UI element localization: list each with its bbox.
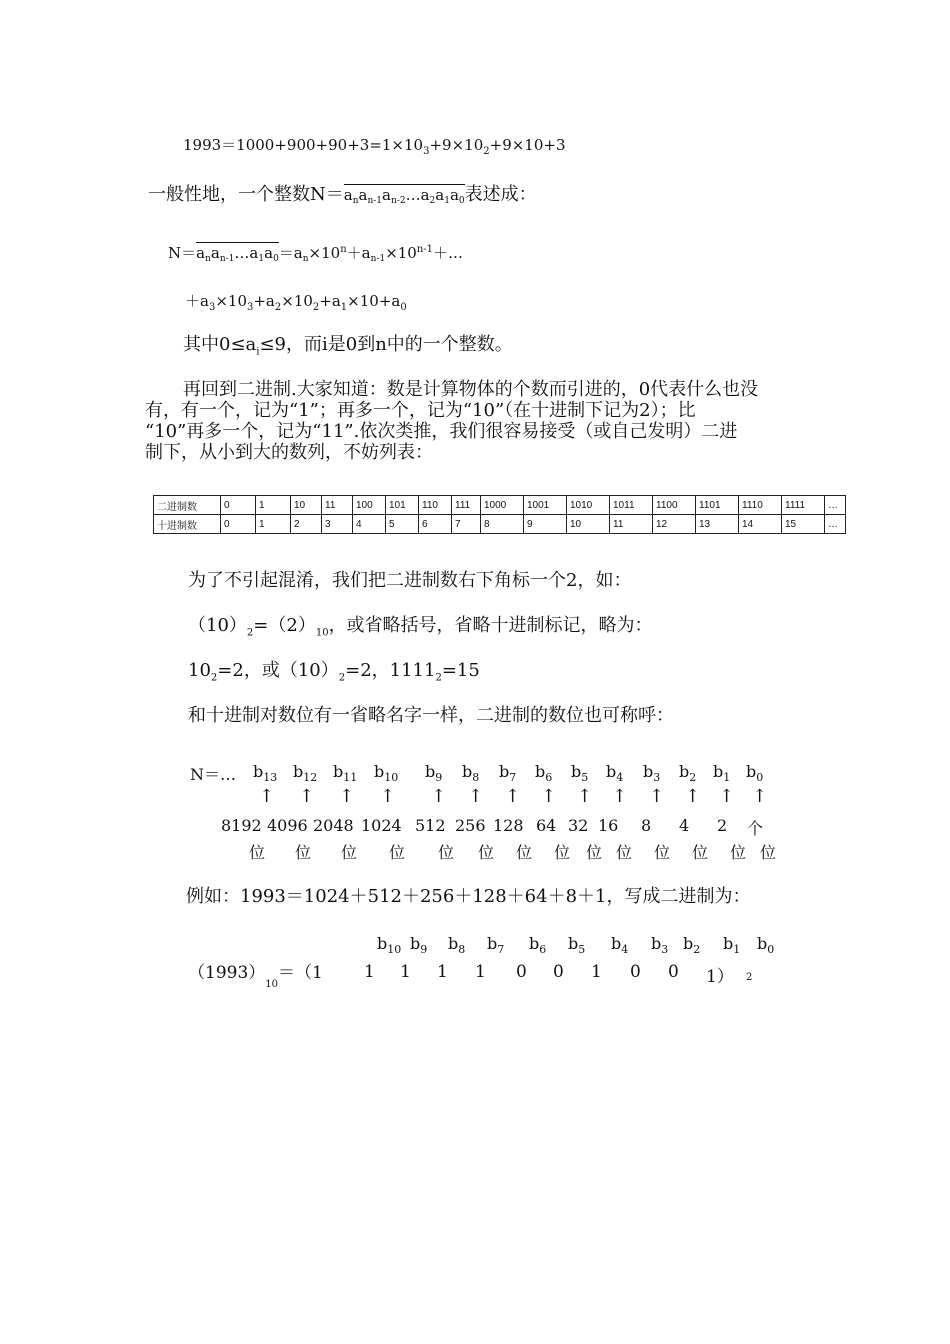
table-cell: 4 — [353, 515, 386, 534]
up-arrow-icon: ↑ — [719, 786, 735, 807]
bit-label: $b_0$ — [746, 762, 764, 785]
bit-weight: 64 — [536, 816, 557, 835]
example-digit: 0 — [516, 962, 527, 982]
up-arrow-icon: ↑ — [339, 786, 355, 807]
bit-weight: 128 — [493, 816, 524, 835]
example-bit-label: $b_0$ — [757, 934, 775, 957]
table-cell: 1011 — [610, 496, 653, 515]
bit-label: $b_7$ — [499, 762, 517, 785]
table-cell: 1 — [256, 515, 291, 534]
bit-label: $b_{10}$ — [374, 762, 399, 785]
example-bit-label: $b_5$ — [568, 934, 586, 957]
subscript-note: 为了不引起混淆，我们把二进制数右下角标一个2，如： — [188, 570, 632, 591]
bit-weight: 2048 — [313, 816, 354, 835]
example-digit: 1 — [591, 962, 602, 982]
up-arrow-icon: ↑ — [380, 786, 396, 807]
formula-general-expansion: $N=a_na_{n-1}\dots a_1a_0=a_n\times 10^n+a_{n-1}\times 10^{n-1}+\dots$ — [168, 244, 464, 264]
digit-range-note: 其中$0\le a_i\le 9$，而i是0到n中的一个整数。 — [183, 334, 513, 358]
example-digit: 1 — [400, 962, 411, 982]
example-digit: 1 — [475, 962, 486, 982]
example-bit-label: $b_4$ — [611, 934, 629, 957]
bit-place-label: 位 — [616, 843, 633, 862]
example-digit: 1 — [364, 962, 375, 982]
up-arrow-icon: ↑ — [612, 786, 628, 807]
table-cell: 2 — [291, 515, 322, 534]
bit-label: $b_{13}$ — [253, 762, 278, 785]
bit-place-label: 位 — [478, 843, 495, 862]
table-cell: 11 — [322, 496, 353, 515]
bit-place-label: 位 — [654, 843, 671, 862]
table-cell: 5 — [386, 515, 419, 534]
example-bit-label: $b_2$ — [683, 934, 701, 957]
bit-place-label: 位 — [389, 843, 406, 862]
bit-weight: 4 — [679, 816, 690, 835]
bit-weight: 16 — [598, 816, 619, 835]
formula-1993-decimal-expansion: $1993=1000+900+90+3=1\times 10_3+9\times 10_2+9\times 10+3$ — [183, 136, 566, 157]
example-bit-label: $b_3$ — [651, 934, 669, 957]
example-digit: 0 — [553, 962, 564, 982]
decimal-row — [154, 515, 846, 534]
bit-place-label: 位 — [516, 843, 533, 862]
table-cell: 3 — [322, 515, 353, 534]
table-cell: 9 — [524, 515, 567, 534]
bit-lead: N＝… — [190, 765, 237, 784]
table-cell: 7 — [452, 515, 481, 534]
table-cell: 1 — [256, 496, 291, 515]
example-bit-label: $b_8$ — [448, 934, 466, 957]
bit-place-label: 位 — [249, 843, 266, 862]
bit-place-label: 位 — [692, 843, 709, 862]
table-cell: 6 — [419, 515, 452, 534]
table-cell: 1100 — [653, 496, 696, 515]
table-cell: 1110 — [739, 496, 782, 515]
table-cell: 10 — [291, 496, 322, 515]
paragraph-line-2: 有，有一个，记为“1”；再多一个，记为“10”（在十进制下记为2）；比 — [145, 400, 696, 421]
bit-weight: 256 — [455, 816, 486, 835]
bit-place-label: 位 — [341, 843, 358, 862]
up-arrow-icon: ↑ — [541, 786, 557, 807]
table-cell: 101 — [386, 496, 419, 515]
example-bit-label: $b_9$ — [410, 934, 428, 957]
bit-label: $b_8$ — [462, 762, 480, 785]
bit-weight: 4096 — [267, 816, 308, 835]
bit-label: $b_{12}$ — [293, 762, 318, 785]
up-arrow-icon: ↑ — [431, 786, 447, 807]
up-arrow-icon: ↑ — [685, 786, 701, 807]
bit-weight: 512 — [415, 816, 446, 835]
table-cell: 111 — [452, 496, 481, 515]
table-cell: 1001 — [524, 496, 567, 515]
bit-label: $b_1$ — [713, 762, 731, 785]
digit-place-intro: 和十进制对数位有一省略名字一样，二进制的数位也可称呼： — [188, 705, 674, 726]
example-digit: 1） — [706, 967, 734, 987]
table-cell: 14 — [739, 515, 782, 534]
row-label-binary: 二进制数 — [154, 496, 221, 515]
binary-notation-example: $(10)_2=(2)_{10}$，或省略括号，省略十进制标记，略为： — [188, 615, 653, 639]
short-notation-example: $10_2=2$，或$(10)_2=2$，$1111_2=15$ — [188, 660, 480, 684]
up-arrow-icon: ↑ — [259, 786, 275, 807]
table-cell: 0 — [221, 496, 256, 515]
binary-row — [154, 496, 846, 515]
table-cell: 1000 — [481, 496, 524, 515]
bit-place-label: 位 — [760, 843, 777, 862]
bit-place-label: 位 — [438, 843, 455, 862]
table-cell: … — [825, 515, 846, 534]
row-label-decimal: 十进制数 — [154, 515, 221, 534]
bit-place-label: 位 — [295, 843, 312, 862]
table-cell: 0 — [221, 515, 256, 534]
bit-weight: 32 — [568, 816, 589, 835]
example-digit: 0 — [630, 962, 641, 982]
bit-label: $b_4$ — [606, 762, 624, 785]
example-bit-label: $b_{10}$ — [377, 934, 402, 957]
up-arrow-icon: ↑ — [299, 786, 315, 807]
example-digit: 0 — [668, 962, 679, 982]
bit-label: $b_3$ — [643, 762, 661, 785]
example-1993-sum: 例如：1993＝1024＋512＋256＋128＋64＋8＋1，写成二进制为： — [186, 886, 751, 907]
bit-weight: 8192 — [221, 816, 262, 835]
bit-weight: 1024 — [361, 816, 402, 835]
general-integer-intro: 一般性地，一个整数$N=a_na_{n-1}a_{n-2}\dots a_2a_1a_0$表述成： — [148, 184, 537, 206]
bit-place-label: 位 — [554, 843, 571, 862]
binary-decimal-table — [153, 495, 846, 534]
up-arrow-icon: ↑ — [577, 786, 593, 807]
bit-weight: 8 — [641, 816, 652, 835]
bit-place-label: 位 — [730, 843, 747, 862]
up-arrow-icon: ↑ — [505, 786, 521, 807]
example-digit: 1 — [437, 962, 448, 982]
example-lhs: $(1993)_{10}=(1$ — [188, 963, 323, 991]
example-bit-label: $b_6$ — [529, 934, 547, 957]
table-cell: 100 — [353, 496, 386, 515]
bit-weight: 2 — [717, 816, 728, 835]
bit-label: $b_2$ — [679, 762, 697, 785]
bit-label: $b_9$ — [425, 762, 443, 785]
bit-label: $b_6$ — [535, 762, 553, 785]
table-cell: 11 — [610, 515, 653, 534]
table-cell: 8 — [481, 515, 524, 534]
paragraph-line-4: 制下，从小到大的数列，不妨列表： — [145, 442, 433, 463]
table-cell: 12 — [653, 515, 696, 534]
bit-label: $b_5$ — [571, 762, 589, 785]
table-cell: 1010 — [567, 496, 610, 515]
bit-place-label: 位 — [586, 843, 603, 862]
paragraph-line-3: “10”再多一个，记为“11”.依次类推，我们很容易接受（或自己发明）二进 — [145, 421, 738, 442]
table-cell: 1111 — [782, 496, 825, 515]
formula-expansion-tail: $+a_3\times 10_3+a_2\times 10_2+a_1\times 10+a_0$ — [185, 292, 407, 313]
table-cell: 15 — [782, 515, 825, 534]
table-cell: … — [825, 496, 846, 515]
up-arrow-icon: ↑ — [752, 786, 768, 807]
bit-weight: 个 — [747, 819, 764, 838]
bit-label: $b_{11}$ — [333, 762, 358, 785]
up-arrow-icon: ↑ — [468, 786, 484, 807]
table-cell: 1101 — [696, 496, 739, 515]
example-base-subscript: 2 — [746, 972, 753, 983]
table-cell: 13 — [696, 515, 739, 534]
up-arrow-icon: ↑ — [649, 786, 665, 807]
example-bit-label: $b_1$ — [723, 934, 741, 957]
table-cell: 10 — [567, 515, 610, 534]
table-cell: 110 — [419, 496, 452, 515]
paragraph-line-1: 再回到二进制.大家知道：数是计算物体的个数而引进的，0代表什么也没 — [183, 379, 759, 400]
example-bit-label: $b_7$ — [487, 934, 505, 957]
